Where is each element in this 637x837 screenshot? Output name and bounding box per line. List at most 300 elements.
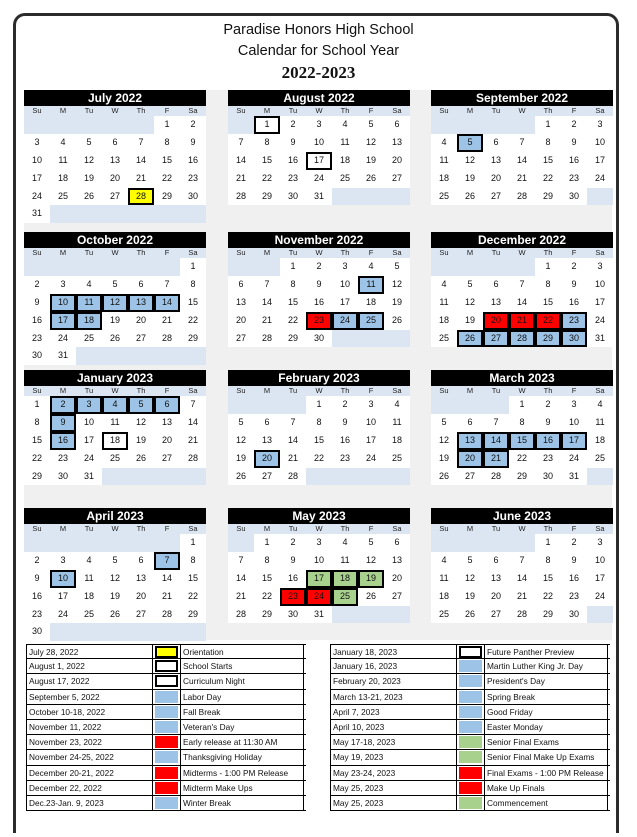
legend-description: Easter Monday [484, 720, 608, 734]
month-title: March 2023 [431, 370, 613, 386]
legend-row [26, 750, 306, 765]
calendar-day: 30 [287, 608, 298, 619]
calendar-day: 6 [467, 416, 473, 427]
empty-day [332, 468, 358, 486]
calendar-day: 18 [365, 296, 376, 307]
empty-day [128, 258, 154, 276]
calendar-day: 5 [112, 278, 118, 289]
empty-day [50, 258, 76, 276]
weekday-header: Sa [384, 248, 410, 258]
calendar-day: 25 [83, 332, 94, 343]
weekday-header: W [102, 106, 128, 116]
calendar-day: 7 [264, 278, 270, 289]
calendar-day: 18 [391, 434, 402, 445]
weekday-header: Th [332, 524, 358, 534]
calendar-day: 9 [316, 278, 322, 289]
calendar-day: 27 [235, 332, 246, 343]
calendar-day: 16 [187, 154, 198, 165]
calendar-day: 3 [368, 399, 374, 409]
empty-day [228, 258, 254, 276]
calendar-day: 16 [313, 296, 324, 307]
legend-row [26, 674, 306, 689]
calendar-day: 13 [391, 136, 402, 147]
empty-day [254, 396, 280, 414]
legend-description: Fall Break [180, 705, 304, 719]
calendar-day: 7 [519, 278, 525, 289]
empty-day [431, 116, 457, 134]
empty-day [483, 534, 509, 552]
calendar-day: 20 [391, 154, 402, 165]
calendar-day: 9 [290, 554, 296, 565]
legend-row [330, 720, 610, 735]
calendar-day: 14 [516, 154, 527, 165]
calendar-day: 7 [138, 136, 144, 147]
empty-day [457, 116, 483, 134]
weekday-header: F [561, 106, 587, 116]
calendar-day: 7 [154, 552, 180, 570]
calendar-day: 15 [287, 296, 298, 307]
calendar-day: 12 [464, 572, 475, 583]
month-title: June 2023 [431, 508, 613, 524]
calendar-day: 13 [109, 154, 120, 165]
calendar-day: 26 [109, 332, 120, 343]
empty-day [587, 606, 613, 624]
legend-date: July 28, 2022 [26, 645, 153, 658]
empty-day [24, 116, 50, 134]
empty-day [24, 258, 50, 276]
calendar-day: 1 [254, 116, 280, 134]
calendar-day: 16 [287, 154, 298, 165]
calendar-day: 20 [135, 314, 146, 325]
calendar-day: 11 [595, 416, 605, 427]
month-block [431, 90, 613, 205]
calendar-day: 22 [187, 314, 198, 325]
empty-day [431, 396, 457, 414]
calendar-day: 11 [358, 276, 384, 294]
calendar-day: 13 [490, 296, 501, 307]
weekday-header: Sa [180, 524, 206, 534]
calendar-day: 8 [545, 136, 551, 147]
calendar-day: 1 [545, 261, 551, 271]
weekday-header: W [509, 248, 535, 258]
weekday-header: M [50, 386, 76, 396]
calendar-day: 8 [545, 554, 551, 565]
calendar-day: 2 [34, 554, 40, 565]
month-title: February 2023 [228, 370, 410, 386]
empty-day [76, 347, 102, 365]
calendar-day: 5 [238, 416, 244, 427]
calendar-day: 31 [57, 350, 68, 361]
legend-swatch [457, 690, 484, 704]
empty-day [228, 396, 254, 414]
calendar-day: 15 [187, 572, 198, 583]
legend-description: Winter Break [180, 796, 304, 810]
legend-row [330, 735, 610, 750]
calendar-day: 27 [464, 470, 475, 481]
calendar-day: 13 [490, 572, 501, 583]
weekday-header: M [50, 524, 76, 534]
legend-swatch [457, 674, 484, 688]
calendar-day: 17 [594, 572, 605, 583]
month-block [431, 508, 613, 623]
legend-date: March 13-21, 2023 [330, 690, 457, 704]
weekday-header: M [457, 248, 483, 258]
empty-day [76, 623, 102, 641]
weekday-header: W [102, 386, 128, 396]
month-title: July 2022 [24, 90, 206, 106]
calendar-day: 13 [161, 416, 172, 427]
empty-day [154, 534, 180, 552]
calendar-day: 10 [50, 570, 76, 588]
calendar-day: 30 [187, 190, 198, 201]
calendar-day: 17 [594, 296, 605, 307]
weekday-header: Th [128, 248, 154, 258]
month-block [431, 232, 613, 347]
legend-date: April 7, 2023 [330, 705, 457, 719]
legend-date: May 23-24, 2023 [330, 766, 457, 780]
legend-date: November 24-25, 2022 [26, 750, 153, 764]
calendar-day: 15 [161, 154, 172, 165]
month-block [228, 90, 410, 205]
calendar-day: 3 [34, 136, 40, 147]
legend-swatch [153, 781, 180, 795]
calendar-day: 23 [561, 312, 587, 330]
calendar-day: 14 [235, 572, 246, 583]
weekday-header: Sa [384, 524, 410, 534]
weekday-header: F [154, 248, 180, 258]
calendar-day: 24 [594, 314, 605, 325]
calendar-day: 30 [568, 608, 579, 619]
weekday-header: Su [24, 386, 50, 396]
calendar-day: 11 [58, 154, 68, 165]
calendar-day: 10 [83, 416, 94, 427]
calendar-day: 28 [509, 330, 535, 348]
calendar-day: 16 [339, 434, 350, 445]
calendar-day: 2 [50, 396, 76, 414]
calendar-day: 10 [31, 154, 42, 165]
weekday-header: Tu [483, 524, 509, 534]
weekday-header: W [306, 248, 332, 258]
empty-day [76, 205, 102, 223]
month-title: August 2022 [228, 90, 410, 106]
calendar-day: 8 [316, 416, 322, 427]
calendar-day: 21 [261, 314, 272, 325]
calendar-day: 23 [568, 590, 579, 601]
empty-day [50, 205, 76, 223]
legend-description: Good Friday [484, 705, 608, 719]
month-block [24, 232, 206, 365]
empty-day [102, 347, 128, 365]
calendar-day: 10 [339, 278, 350, 289]
legend-date: November 23, 2022 [26, 735, 153, 749]
weekday-header: F [561, 248, 587, 258]
month-block [228, 370, 410, 485]
legend-date: May 17-18, 2023 [330, 735, 457, 749]
calendar-day: 26 [365, 590, 376, 601]
empty-day [332, 606, 358, 624]
weekday-header: M [457, 106, 483, 116]
calendar-day: 2 [342, 399, 348, 409]
calendar-day: 18 [438, 590, 449, 601]
calendar-day: 28 [287, 470, 298, 481]
calendar-day: 6 [394, 119, 400, 129]
weekday-header: Tu [483, 386, 509, 396]
empty-day [102, 258, 128, 276]
calendar-day: 22 [542, 590, 553, 601]
legend-swatch [153, 645, 180, 658]
calendar-day: 13 [235, 296, 246, 307]
calendar-day: 27 [261, 470, 272, 481]
empty-day [180, 347, 206, 365]
empty-day [254, 258, 280, 276]
calendar-day: 26 [365, 172, 376, 183]
calendar-day: 3 [571, 399, 577, 409]
calendar-day: 4 [102, 396, 128, 414]
weekday-header: W [306, 106, 332, 116]
legend-description: Veteran's Day [180, 720, 304, 734]
calendar-day: 8 [34, 416, 40, 427]
legend-date: May 19, 2023 [330, 750, 457, 764]
calendar-day: 10 [50, 294, 76, 312]
weekday-header: W [509, 386, 535, 396]
weekday-header: M [50, 106, 76, 116]
calendar-day: 2 [290, 537, 296, 547]
weekday-header: F [561, 386, 587, 396]
calendar-day: 9 [545, 416, 551, 427]
calendar-day: 23 [187, 172, 198, 183]
weekday-header: Su [431, 106, 457, 116]
legend-swatch [457, 750, 484, 764]
calendar-day: 6 [238, 278, 244, 289]
calendar-day: 13 [135, 572, 146, 583]
calendar-day: 3 [60, 278, 66, 289]
calendar-day: 21 [187, 434, 198, 445]
calendar-day: 26 [464, 190, 475, 201]
calendar-day: 15 [542, 572, 553, 583]
calendar-day: 8 [264, 136, 270, 147]
calendar-day: 24 [83, 452, 94, 463]
weekday-header: F [358, 386, 384, 396]
legend-swatch [457, 659, 484, 673]
calendar-day: 25 [358, 312, 384, 330]
weekday-header: Sa [180, 248, 206, 258]
calendar-day: 25 [109, 452, 120, 463]
calendar-day: 28 [516, 608, 527, 619]
weekday-header: Sa [384, 386, 410, 396]
calendar-day: 9 [190, 136, 196, 147]
month-block [24, 508, 206, 641]
calendar-day: 25 [339, 172, 350, 183]
calendar-day: 19 [391, 296, 402, 307]
calendar-day: 1 [519, 399, 525, 409]
legend-left [26, 644, 306, 811]
calendar-day: 12 [438, 434, 449, 445]
legend-row [26, 796, 306, 811]
weekday-header: Tu [76, 524, 102, 534]
legend-description: Orientation [180, 645, 304, 658]
weekday-header: Tu [280, 248, 306, 258]
calendar-day: 19 [83, 172, 94, 183]
calendar-day: 20 [490, 172, 501, 183]
empty-day [50, 623, 76, 641]
legend-description: Make Up Finals [484, 781, 608, 795]
legend-row [330, 705, 610, 720]
calendar-day: 12 [109, 572, 120, 583]
calendar-day: 3 [316, 119, 322, 129]
weekday-header: Th [332, 386, 358, 396]
calendar-day: 12 [365, 136, 376, 147]
calendar-day: 8 [190, 554, 196, 565]
calendar-day: 20 [457, 450, 483, 468]
calendar-day: 9 [571, 278, 577, 289]
empty-day [358, 188, 384, 206]
empty-day [587, 188, 613, 206]
legend-right [330, 644, 610, 811]
calendar-day: 9 [34, 296, 40, 307]
weekday-header: Sa [587, 386, 613, 396]
calendar-day: 14 [135, 154, 146, 165]
calendar-day: 10 [594, 278, 605, 289]
empty-day [154, 468, 180, 486]
weekday-header: M [457, 524, 483, 534]
calendar-day: 4 [441, 278, 447, 289]
calendar-day: 29 [535, 330, 561, 348]
empty-day [587, 468, 613, 486]
calendar-day: 30 [57, 470, 68, 481]
calendar-day: 17 [306, 152, 332, 170]
calendar-day: 30 [568, 190, 579, 201]
calendar-day: 15 [261, 154, 272, 165]
calendar-subtitle: Calendar for School Year [237, 43, 400, 59]
calendar-day: 24 [31, 190, 42, 201]
calendar-day: 18 [438, 172, 449, 183]
calendar-day: 16 [568, 296, 579, 307]
legend-description: Labor Day [180, 690, 304, 704]
legend-swatch [457, 735, 484, 749]
legend-description: Curriculum Night [180, 674, 304, 688]
calendar-day: 2 [545, 399, 551, 409]
calendar-day: 26 [457, 330, 483, 348]
empty-day [457, 258, 483, 276]
weekday-header: Su [431, 524, 457, 534]
weekday-header: Th [535, 524, 561, 534]
empty-day [358, 468, 384, 486]
calendar-day: 19 [464, 314, 475, 325]
calendar-day: 18 [76, 312, 102, 330]
calendar-day: 1 [190, 261, 196, 271]
calendar-day: 19 [365, 154, 376, 165]
calendar-day: 28 [490, 470, 501, 481]
legend-description: Senior Final Exams [484, 735, 608, 749]
calendar-day: 22 [287, 314, 298, 325]
calendar-day: 14 [516, 296, 527, 307]
empty-day [50, 534, 76, 552]
calendar-day: 10 [313, 554, 324, 565]
calendar-day: 25 [332, 588, 358, 606]
legend-date: August 17, 2022 [26, 674, 153, 688]
calendar-grid [24, 90, 612, 640]
calendar-day: 7 [164, 278, 170, 289]
calendar-day: 12 [235, 434, 246, 445]
legend-description: Midterm Make Ups [180, 781, 304, 795]
empty-day [306, 468, 332, 486]
calendar-day: 10 [594, 554, 605, 565]
calendar-day: 26 [464, 608, 475, 619]
calendar-day: 24 [594, 172, 605, 183]
legend-swatch [153, 674, 180, 688]
calendar-day: 17 [83, 434, 94, 445]
calendar-day: 6 [138, 278, 144, 289]
empty-day [180, 205, 206, 223]
legend-date: May 25, 2023 [330, 796, 457, 810]
calendar-day: 18 [339, 154, 350, 165]
calendar-day: 19 [109, 314, 120, 325]
calendar-day: 5 [368, 537, 374, 547]
calendar-day: 30 [31, 626, 42, 637]
legend-swatch [457, 781, 484, 795]
calendar-day: 15 [509, 432, 535, 450]
legend-date: August 1, 2022 [26, 659, 153, 673]
weekday-header: Su [431, 386, 457, 396]
calendar-day: 11 [76, 294, 102, 312]
weekday-header: Tu [76, 106, 102, 116]
weekday-header: F [358, 524, 384, 534]
calendar-day: 6 [493, 278, 499, 289]
calendar-day: 21 [161, 314, 172, 325]
calendar-day: 21 [483, 450, 509, 468]
calendar-day: 22 [535, 312, 561, 330]
calendar-day: 1 [264, 537, 270, 547]
empty-day [102, 534, 128, 552]
calendar-day: 1 [164, 119, 170, 129]
weekday-header: Sa [180, 106, 206, 116]
weekday-header: M [254, 524, 280, 534]
empty-day [228, 116, 254, 134]
calendar-day: 26 [391, 314, 402, 325]
calendar-day: 5 [467, 554, 473, 565]
calendar-day: 9 [571, 136, 577, 147]
legend-row [330, 781, 610, 796]
legend-date: October 10-18, 2022 [26, 705, 153, 719]
legend-row [330, 659, 610, 674]
legend-date: December 22, 2022 [26, 781, 153, 795]
legend-swatch [153, 659, 180, 673]
calendar-day: 13 [457, 432, 483, 450]
legend-row [330, 674, 610, 689]
weekday-header: W [306, 524, 332, 534]
calendar-day: 3 [60, 554, 66, 565]
legend-swatch [153, 796, 180, 810]
empty-day [384, 468, 410, 486]
legend-swatch [153, 766, 180, 780]
legend-row [330, 766, 610, 781]
month-title: December 2022 [431, 232, 613, 248]
calendar-day: 2 [290, 119, 296, 129]
legend-row [26, 659, 306, 674]
calendar-day: 25 [57, 190, 68, 201]
calendar-day: 3 [316, 537, 322, 547]
weekday-header: Sa [587, 248, 613, 258]
calendar-day: 2 [190, 119, 196, 129]
weekday-header: F [154, 386, 180, 396]
legend-description: Midterms - 1:00 PM Release [180, 766, 304, 780]
weekday-header: Tu [76, 248, 102, 258]
calendar-day: 5 [128, 396, 154, 414]
calendar-day: 6 [493, 554, 499, 565]
weekday-header: Su [24, 248, 50, 258]
calendar-day: 14 [235, 154, 246, 165]
weekday-header: Tu [483, 106, 509, 116]
